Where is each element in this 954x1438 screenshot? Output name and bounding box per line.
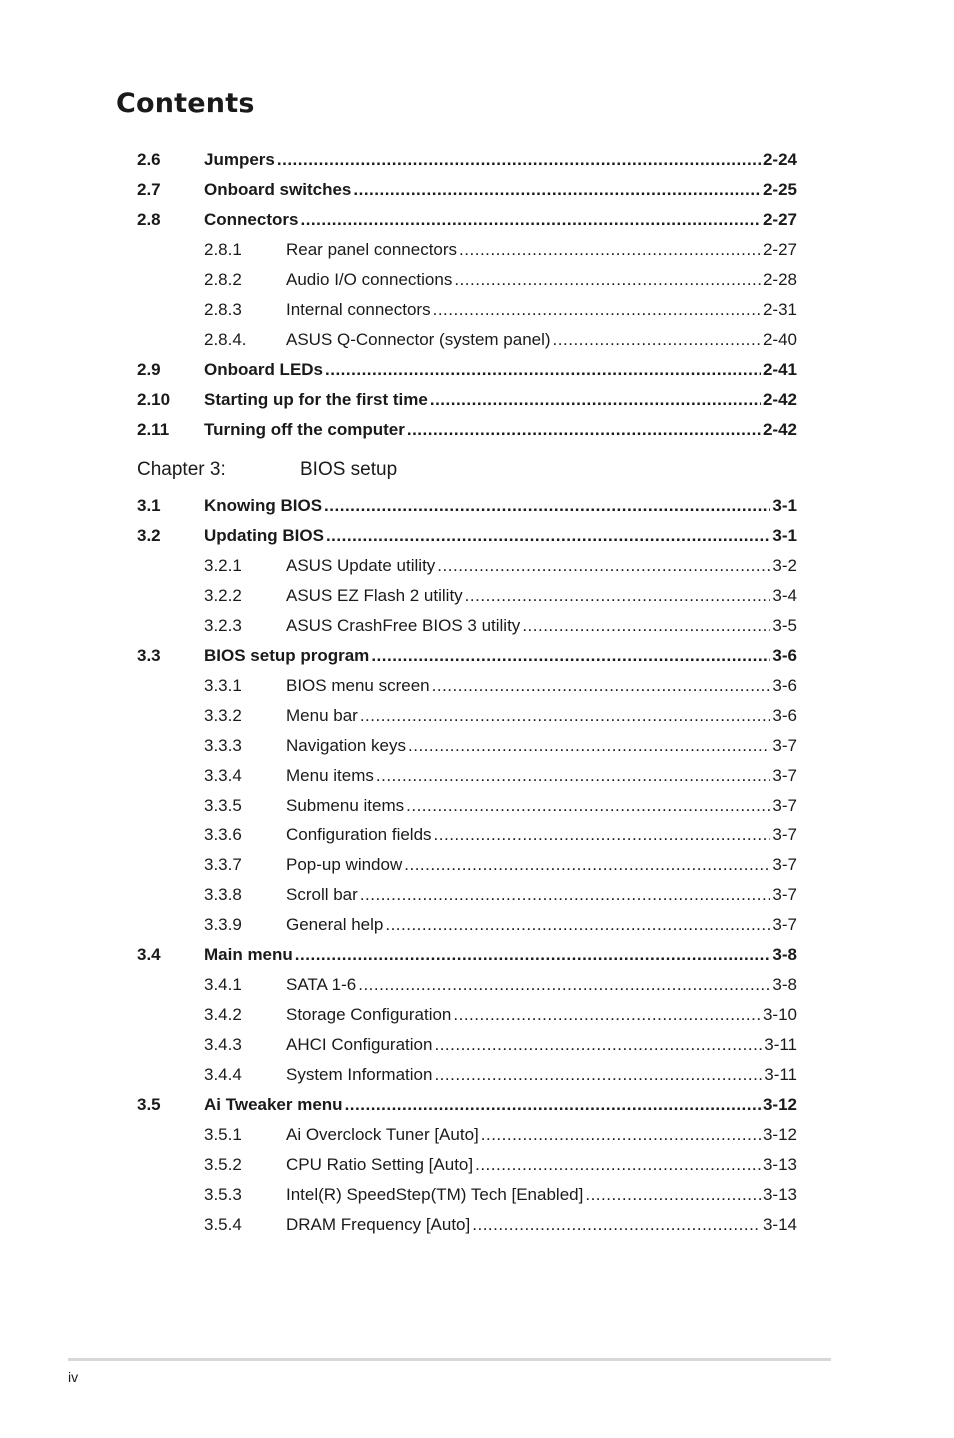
toc-entry-page: 3-4 <box>772 585 797 605</box>
toc-entry-page: 3-10 <box>762 1005 797 1025</box>
toc-entry-number: 2.6 <box>137 150 161 169</box>
dot-leader <box>353 180 761 200</box>
toc-entry[interactable] <box>137 266 797 290</box>
toc-entry[interactable] <box>137 911 797 935</box>
toc-entry[interactable] <box>137 146 797 170</box>
dot-leader <box>434 825 771 845</box>
toc-entry-page: 3-8 <box>772 945 797 965</box>
dot-leader <box>432 676 771 696</box>
toc-entry-title: Navigation keys <box>286 735 407 755</box>
toc-entry-number: 2.8.1 <box>204 240 242 259</box>
toc-entry-title: Menu bar <box>286 705 358 725</box>
toc-entry-page: 2-28 <box>762 270 797 289</box>
toc-entry-line <box>286 885 797 905</box>
toc-entry-line <box>286 1125 797 1145</box>
toc-entry-title: System Information <box>286 1065 433 1085</box>
toc-entry-page: 3-6 <box>772 645 797 665</box>
toc-entry-title: Menu items <box>286 765 374 785</box>
toc-entry-page: 2-24 <box>762 150 797 169</box>
toc-entry-line <box>286 1215 797 1235</box>
toc-entry-page: 3-7 <box>772 855 797 875</box>
toc-entry-line <box>204 496 797 516</box>
toc-entry-title: Onboard LEDs <box>204 360 324 379</box>
toc-entry-line <box>286 825 797 845</box>
toc-entry-title: Rear panel connectors <box>286 240 458 259</box>
toc-entry-title: Starting up for the first time <box>204 390 428 409</box>
toc-entry[interactable] <box>137 971 797 995</box>
toc-entry-page: 3-8 <box>772 975 797 995</box>
toc-entry-line <box>286 915 797 935</box>
dot-leader <box>300 210 761 230</box>
toc-entry-number: 3.4.2 <box>204 1005 242 1025</box>
toc-entry-line <box>286 270 797 290</box>
dot-leader <box>360 706 771 726</box>
toc-entry-number: 2.11 <box>137 420 170 439</box>
toc-entry-page: 3-11 <box>764 1035 797 1055</box>
toc-entry-number: 2.8 <box>137 210 161 229</box>
toc-entry-page: 3-7 <box>772 915 797 935</box>
dot-leader <box>430 390 761 410</box>
toc-entry-line <box>286 706 797 726</box>
toc-entry[interactable] <box>137 492 797 516</box>
toc-entry[interactable] <box>137 792 797 816</box>
toc-entry-line <box>204 526 797 546</box>
dot-leader <box>326 526 770 546</box>
toc-entry[interactable] <box>137 642 797 666</box>
dot-leader <box>434 1065 762 1085</box>
dot-leader <box>358 975 770 995</box>
dot-leader <box>324 496 770 516</box>
toc-entry-number: 3.4 <box>137 945 161 965</box>
toc-entry-line <box>286 1185 797 1205</box>
toc-entry[interactable] <box>137 206 797 230</box>
toc-entry-title: Audio I/O connections <box>286 270 453 289</box>
toc-entry-title: Knowing BIOS <box>204 496 323 515</box>
toc-entry-number: 2.7 <box>137 180 161 199</box>
toc-entry-number: 3.2.2 <box>204 585 242 605</box>
dot-leader <box>277 150 761 170</box>
toc-entry[interactable] <box>137 386 797 410</box>
toc-entry-number: 3.2.3 <box>204 615 242 635</box>
toc-entry-page: 2-40 <box>762 330 797 349</box>
dot-leader <box>522 616 770 636</box>
toc-entry[interactable] <box>137 356 797 380</box>
toc-entry-title: Submenu items <box>286 795 405 815</box>
toc-entry-title: ASUS Q-Connector (system panel) <box>286 330 551 349</box>
dot-leader <box>345 1095 761 1115</box>
toc-entry-line <box>204 150 797 170</box>
toc-entry-number: 3.5.3 <box>204 1184 242 1204</box>
dot-leader <box>553 330 761 350</box>
toc-entry-number: 2.8.3 <box>204 300 242 319</box>
dot-leader <box>481 1125 761 1145</box>
toc-entry-number: 2.8.4. <box>204 330 247 349</box>
toc-entry[interactable] <box>137 702 797 726</box>
toc-entry-number: 3.4.1 <box>204 975 242 995</box>
toc-entry-line <box>286 586 797 606</box>
toc-entry-title: Jumpers <box>204 150 275 169</box>
chapter-heading <box>137 459 737 485</box>
page-title: Contents <box>116 88 255 119</box>
toc-entry-page: 3-7 <box>772 735 797 755</box>
toc-entry-page: 3-7 <box>772 795 797 815</box>
toc-entry[interactable] <box>137 821 797 845</box>
toc-entry-title: Ai Overclock Tuner [Auto] <box>286 1124 479 1144</box>
dot-leader <box>437 556 770 576</box>
toc-entry-title: ASUS CrashFree BIOS 3 utility <box>286 615 521 635</box>
dot-leader <box>453 1005 761 1025</box>
toc-entry-page: 3-12 <box>762 1095 797 1114</box>
dot-leader <box>406 796 770 816</box>
toc-entry[interactable] <box>137 1121 797 1145</box>
dot-leader <box>407 420 761 440</box>
toc-entry-title: ASUS Update utility <box>286 555 436 575</box>
toc-entry[interactable] <box>137 762 797 786</box>
toc-entry-page: 2-27 <box>762 210 797 229</box>
toc-entry-line <box>204 1095 797 1115</box>
toc-entry-title: AHCI Configuration <box>286 1035 433 1055</box>
toc-entry-line <box>286 330 797 350</box>
toc-entry-number: 3.5.2 <box>204 1154 242 1174</box>
toc-entry-title: Scroll bar <box>286 885 358 905</box>
toc-entry-number: 2.8.2 <box>204 270 242 289</box>
toc-entry[interactable] <box>137 732 797 756</box>
toc-entry-page: 2-31 <box>762 300 797 319</box>
dot-leader <box>585 1185 761 1205</box>
toc-entry-line <box>204 360 797 380</box>
toc-entry-page: 3-7 <box>772 765 797 785</box>
toc-entry-number: 3.3.7 <box>204 855 242 875</box>
toc-entry-page: 3-1 <box>772 525 797 545</box>
dot-leader <box>472 1215 761 1235</box>
dot-leader <box>475 1155 761 1175</box>
toc-entry[interactable] <box>137 552 797 576</box>
dot-leader <box>404 855 770 875</box>
toc-entry[interactable] <box>137 941 797 965</box>
toc-entry[interactable] <box>137 522 797 546</box>
toc-entry-title: Internal connectors <box>286 300 431 319</box>
toc-entry-number: 3.2.1 <box>204 555 242 575</box>
dot-leader <box>385 915 770 935</box>
toc-entry-number: 3.3.5 <box>204 795 242 815</box>
toc-entry-title: Updating BIOS <box>204 525 324 545</box>
dot-leader <box>295 945 771 965</box>
toc-entry-title: Pop-up window <box>286 855 403 875</box>
toc-entry-page: 3-11 <box>764 1065 797 1085</box>
toc-entry-title: DRAM Frequency [Auto] <box>286 1214 471 1234</box>
dot-leader <box>454 270 761 290</box>
toc-entry-number: 3.3.1 <box>204 675 242 695</box>
toc-entry[interactable] <box>137 612 797 636</box>
toc-entry-title: BIOS menu screen <box>286 675 430 695</box>
toc-entry-title: Main menu <box>204 945 293 965</box>
toc-entry[interactable] <box>137 851 797 875</box>
dot-leader <box>459 240 761 260</box>
chapter-label: Chapter 3: <box>137 459 226 480</box>
toc-entry-title: Onboard switches <box>204 180 352 199</box>
toc-entry-page: 3-14 <box>762 1214 797 1234</box>
toc-entry-number: 3.3.6 <box>204 825 242 845</box>
toc-entry-number: 3.5 <box>137 1095 161 1114</box>
dot-leader <box>434 1035 762 1055</box>
toc-entry-number: 3.4.4 <box>204 1065 242 1085</box>
dot-leader <box>433 300 761 320</box>
toc-entry-line <box>286 616 797 636</box>
toc-entry-page: 3-12 <box>762 1124 797 1144</box>
toc-entry-page: 2-41 <box>762 360 797 379</box>
toc-entry-page: 3-6 <box>772 675 797 695</box>
toc-entry[interactable] <box>137 1091 797 1115</box>
toc-entry-page: 3-6 <box>772 705 797 725</box>
toc-entry-title: Configuration fields <box>286 825 432 845</box>
toc-entry-line <box>286 1155 797 1175</box>
dot-leader <box>408 736 770 756</box>
toc-entry[interactable] <box>137 296 797 320</box>
toc-entry-title: Connectors <box>204 210 299 229</box>
toc-entry-number: 3.3.8 <box>204 885 242 905</box>
toc-entry-title: CPU Ratio Setting [Auto] <box>286 1154 474 1174</box>
toc-entry-number: 3.3.4 <box>204 765 242 785</box>
dot-leader <box>371 646 770 666</box>
toc-entry-title: ASUS EZ Flash 2 utility <box>286 585 463 605</box>
dot-leader <box>376 766 771 786</box>
toc-entry-line <box>204 180 797 200</box>
toc-entry[interactable] <box>137 582 797 606</box>
footer-divider <box>68 1358 831 1361</box>
toc-entry-number: 3.5.4 <box>204 1214 242 1234</box>
toc-entry-page: 3-13 <box>762 1184 797 1204</box>
toc-entry-number: 3.3 <box>137 645 161 665</box>
toc-entry-line <box>286 766 797 786</box>
toc-entry-title: Intel(R) SpeedStep(TM) Tech [Enabled] <box>286 1184 584 1204</box>
toc-entry-page: 3-7 <box>772 885 797 905</box>
toc-entry-title: Turning off the computer <box>204 420 405 439</box>
toc-entry-line <box>204 945 797 965</box>
toc-entry-page: 3-13 <box>762 1154 797 1174</box>
toc-entry[interactable] <box>137 1001 797 1025</box>
toc-entry-line <box>286 1005 797 1025</box>
toc-entry-page: 3-5 <box>772 615 797 635</box>
toc-entry-line <box>204 210 797 230</box>
toc-entry[interactable] <box>137 672 797 696</box>
toc-entry[interactable] <box>137 881 797 905</box>
toc-entry-page: 2-27 <box>762 240 797 259</box>
toc-entry[interactable] <box>137 1031 797 1055</box>
toc-entry-number: 2.9 <box>137 360 161 379</box>
toc-entry[interactable] <box>137 416 797 440</box>
toc-entry-line <box>286 240 797 260</box>
toc-entry-title: SATA 1-6 <box>286 975 357 995</box>
toc-entry-line <box>204 420 797 440</box>
toc-entry-line <box>286 556 797 576</box>
toc-entry-title: Storage Configuration <box>286 1005 452 1025</box>
toc-entry-page: 3-1 <box>772 496 797 515</box>
toc-entry-line <box>286 300 797 320</box>
toc-entry-line <box>286 855 797 875</box>
toc-entry-line <box>286 736 797 756</box>
toc-entry-title: Ai Tweaker menu <box>204 1095 343 1114</box>
toc-entry-number: 2.10 <box>137 390 171 409</box>
dot-leader <box>325 360 761 380</box>
toc-entry-page: 2-42 <box>762 420 797 439</box>
toc-entry-page: 2-25 <box>762 180 797 199</box>
toc-entry-line <box>286 676 797 696</box>
toc-entry[interactable] <box>137 1181 797 1205</box>
toc-entry-line <box>204 646 797 666</box>
toc-entry[interactable] <box>137 236 797 260</box>
toc-entry-title: General help <box>286 915 384 935</box>
toc-entry-title: BIOS setup program <box>204 645 370 665</box>
dot-leader <box>465 586 771 606</box>
toc-entry-number: 3.3.2 <box>204 705 242 725</box>
toc-entry-page: 3-7 <box>772 825 797 845</box>
toc-entry-line <box>286 1065 797 1085</box>
toc-entry-number: 3.4.3 <box>204 1035 242 1055</box>
toc-entry-line <box>286 1035 797 1055</box>
toc-entry[interactable] <box>137 326 797 350</box>
toc-entry[interactable] <box>137 176 797 200</box>
toc-entry[interactable] <box>137 1211 797 1235</box>
toc-entry-number: 3.3.9 <box>204 915 242 935</box>
toc-entry-number: 3.1 <box>137 496 161 515</box>
toc-entry[interactable] <box>137 1061 797 1085</box>
dot-leader <box>360 885 771 905</box>
toc-entry-number: 3.5.1 <box>204 1124 242 1144</box>
toc-entry-page: 2-42 <box>762 390 797 409</box>
toc-entry-line <box>286 975 797 995</box>
toc-entry-number: 3.3.3 <box>204 735 242 755</box>
toc-entry[interactable] <box>137 1151 797 1175</box>
toc-entry-line <box>286 796 797 816</box>
toc-entry-number: 3.2 <box>137 525 161 545</box>
chapter-title: BIOS setup <box>300 459 398 480</box>
footer-page-number: iv <box>68 1369 79 1385</box>
toc-entry-page: 3-2 <box>772 555 797 575</box>
toc-entry-line <box>204 390 797 410</box>
